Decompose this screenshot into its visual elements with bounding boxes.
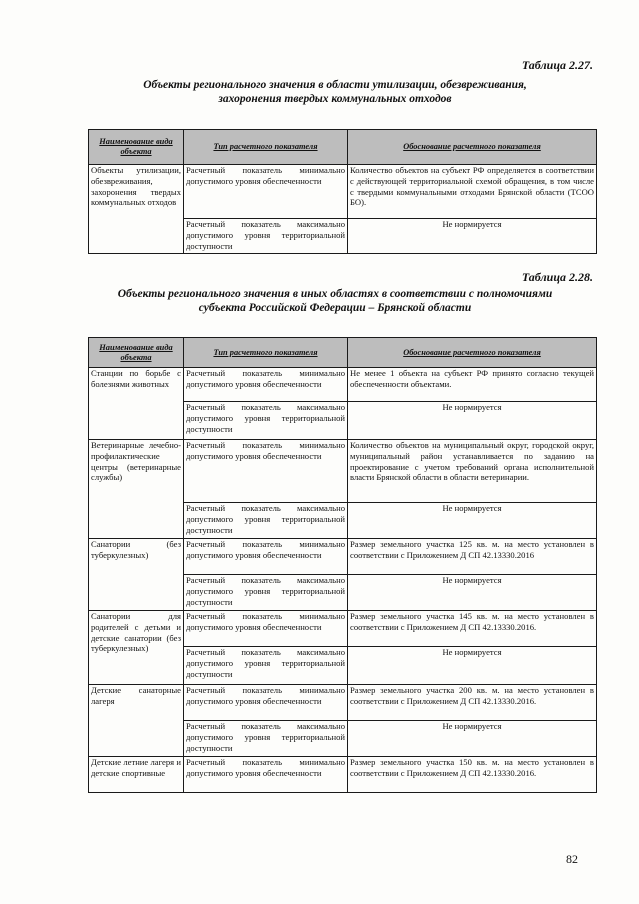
indicator-type-cell: Расчетный показатель максимально допустимого уровня территориальной доступности	[184, 503, 348, 539]
column-header: Тип расчетного показателя	[184, 338, 348, 368]
table-title-line: субъекта Российской Федерации – Брянской области	[198, 302, 472, 314]
table-row	[89, 368, 597, 402]
basis-cell: Размер земельного участка 145 кв. м. на место установлен в соответствии с Приложением Д СП 42.13330.2016.	[348, 611, 597, 647]
basis-cell: Не нормируется	[348, 219, 597, 254]
indicator-type-cell: Расчетный показатель минимально допустимого уровня обеспеченности	[184, 611, 348, 647]
object-name-cell: Санатории (без туберкулезных)	[89, 539, 184, 611]
table-title	[70, 287, 600, 315]
indicator-type-cell: Расчетный показатель минимально допустимого уровня обеспеченности	[184, 368, 348, 402]
indicator-type-cell: Расчетный показатель минимально допустимого уровня обеспеченности	[184, 539, 348, 575]
table-title	[80, 78, 590, 106]
column-header: Наименование вида объекта	[89, 130, 184, 165]
table-header-row	[89, 130, 597, 165]
table-row	[89, 440, 597, 503]
basis-cell: Не менее 1 объекта на субъект РФ принято согласно текущей обеспеченности объектами.	[348, 368, 597, 402]
indicator-type-cell: Расчетный показатель минимально допустимого уровня обеспеченности	[184, 685, 348, 721]
object-name-cell: Ветеринарные лечебно-профилактические центры (ветеринарные службы)	[89, 440, 184, 539]
object-name-cell: Детские летние лагеря и детские спортивные	[89, 757, 184, 793]
basis-cell: Количество объектов на муниципальный округ, городской округ, муниципальный район устанавливается по заданию на проектирование с учетом требований органа исполнительной власти Брянской области в области ветеринарии.	[348, 440, 597, 503]
column-header: Обоснование расчетного показателя	[348, 338, 597, 368]
table-header-row	[89, 338, 597, 368]
indicator-type-cell: Расчетный показатель максимально допустимого уровня территориальной доступности	[184, 647, 348, 685]
table-row	[89, 685, 597, 721]
basis-cell: Размер земельного участка 125 кв. м. на место установлен в соответствии с Приложением Д СП 42.13330.2016	[348, 539, 597, 575]
column-header: Тип расчетного показателя	[184, 130, 348, 165]
basis-cell: Не нормируется	[348, 647, 597, 685]
object-name-cell: Санатории для родителей с детьми и детские санатории (без туберкулезных)	[89, 611, 184, 685]
indicator-type-cell: Расчетный показатель минимально допустимого уровня обеспеченности	[184, 757, 348, 793]
indicator-type-cell: Расчетный показатель максимально допустимого уровня территориальной доступности	[184, 721, 348, 757]
object-name-cell: Объекты утилизации, обезвреживания, захоронения твердых коммунальных отходов	[89, 165, 184, 254]
table-title-line: Объекты регионального значения в иных областях в соответствии с полномочиями	[117, 288, 553, 300]
table-title-line: захоронения твердых коммунальных отходов	[218, 93, 452, 105]
data-table	[88, 337, 597, 793]
object-name-cell: Станции по борьбе с болезнями животных	[89, 368, 184, 440]
table-title-line: Объекты регионального значения в области утилизации, обезвреживания,	[143, 79, 527, 91]
table-row	[89, 611, 597, 647]
table-caption: Таблица 2.28.	[521, 270, 593, 284]
column-header: Обоснование расчетного показателя	[348, 130, 597, 165]
indicator-type-cell: Расчетный показатель минимально допустимого уровня обеспеченности	[184, 440, 348, 503]
table-caption: Таблица 2.27.	[521, 58, 593, 72]
basis-cell: Не нормируется	[348, 721, 597, 757]
basis-cell: Не нормируется	[348, 575, 597, 611]
column-header: Наименование вида объекта	[89, 338, 184, 368]
indicator-type-cell: Расчетный показатель максимально допустимого уровня территориальной доступности	[184, 402, 348, 440]
basis-cell: Размер земельного участка 200 кв. м. на место установлен в соответствии с Приложением Д СП 42.13330.2016.	[348, 685, 597, 721]
indicator-type-cell: Расчетный показатель максимально допустимого уровня территориальной доступности	[184, 575, 348, 611]
object-name-cell: Детские санаторные лагеря	[89, 685, 184, 757]
table-row	[89, 165, 597, 219]
basis-cell: Не нормируется	[348, 503, 597, 539]
indicator-type-cell: Расчетный показатель минимально допустимого уровня обеспеченности	[184, 165, 348, 219]
data-table	[88, 129, 597, 254]
basis-cell: Размер земельного участка 150 кв. м. на место установлен в соответствии с Приложением Д СП 42.13330.2016.	[348, 757, 597, 793]
basis-cell: Не нормируется	[348, 402, 597, 440]
indicator-type-cell: Расчетный показатель максимально допустимого уровня территориальной доступности	[184, 219, 348, 254]
page-number: 82	[566, 852, 578, 866]
basis-cell: Количество объектов на субъект РФ определяется в соответствии с действующей территориальной схемой обращения, в том числе с твердыми коммунальными отходами Брянской области (ТСОО БО).	[348, 165, 597, 219]
table-row	[89, 539, 597, 575]
table-row	[89, 757, 597, 793]
